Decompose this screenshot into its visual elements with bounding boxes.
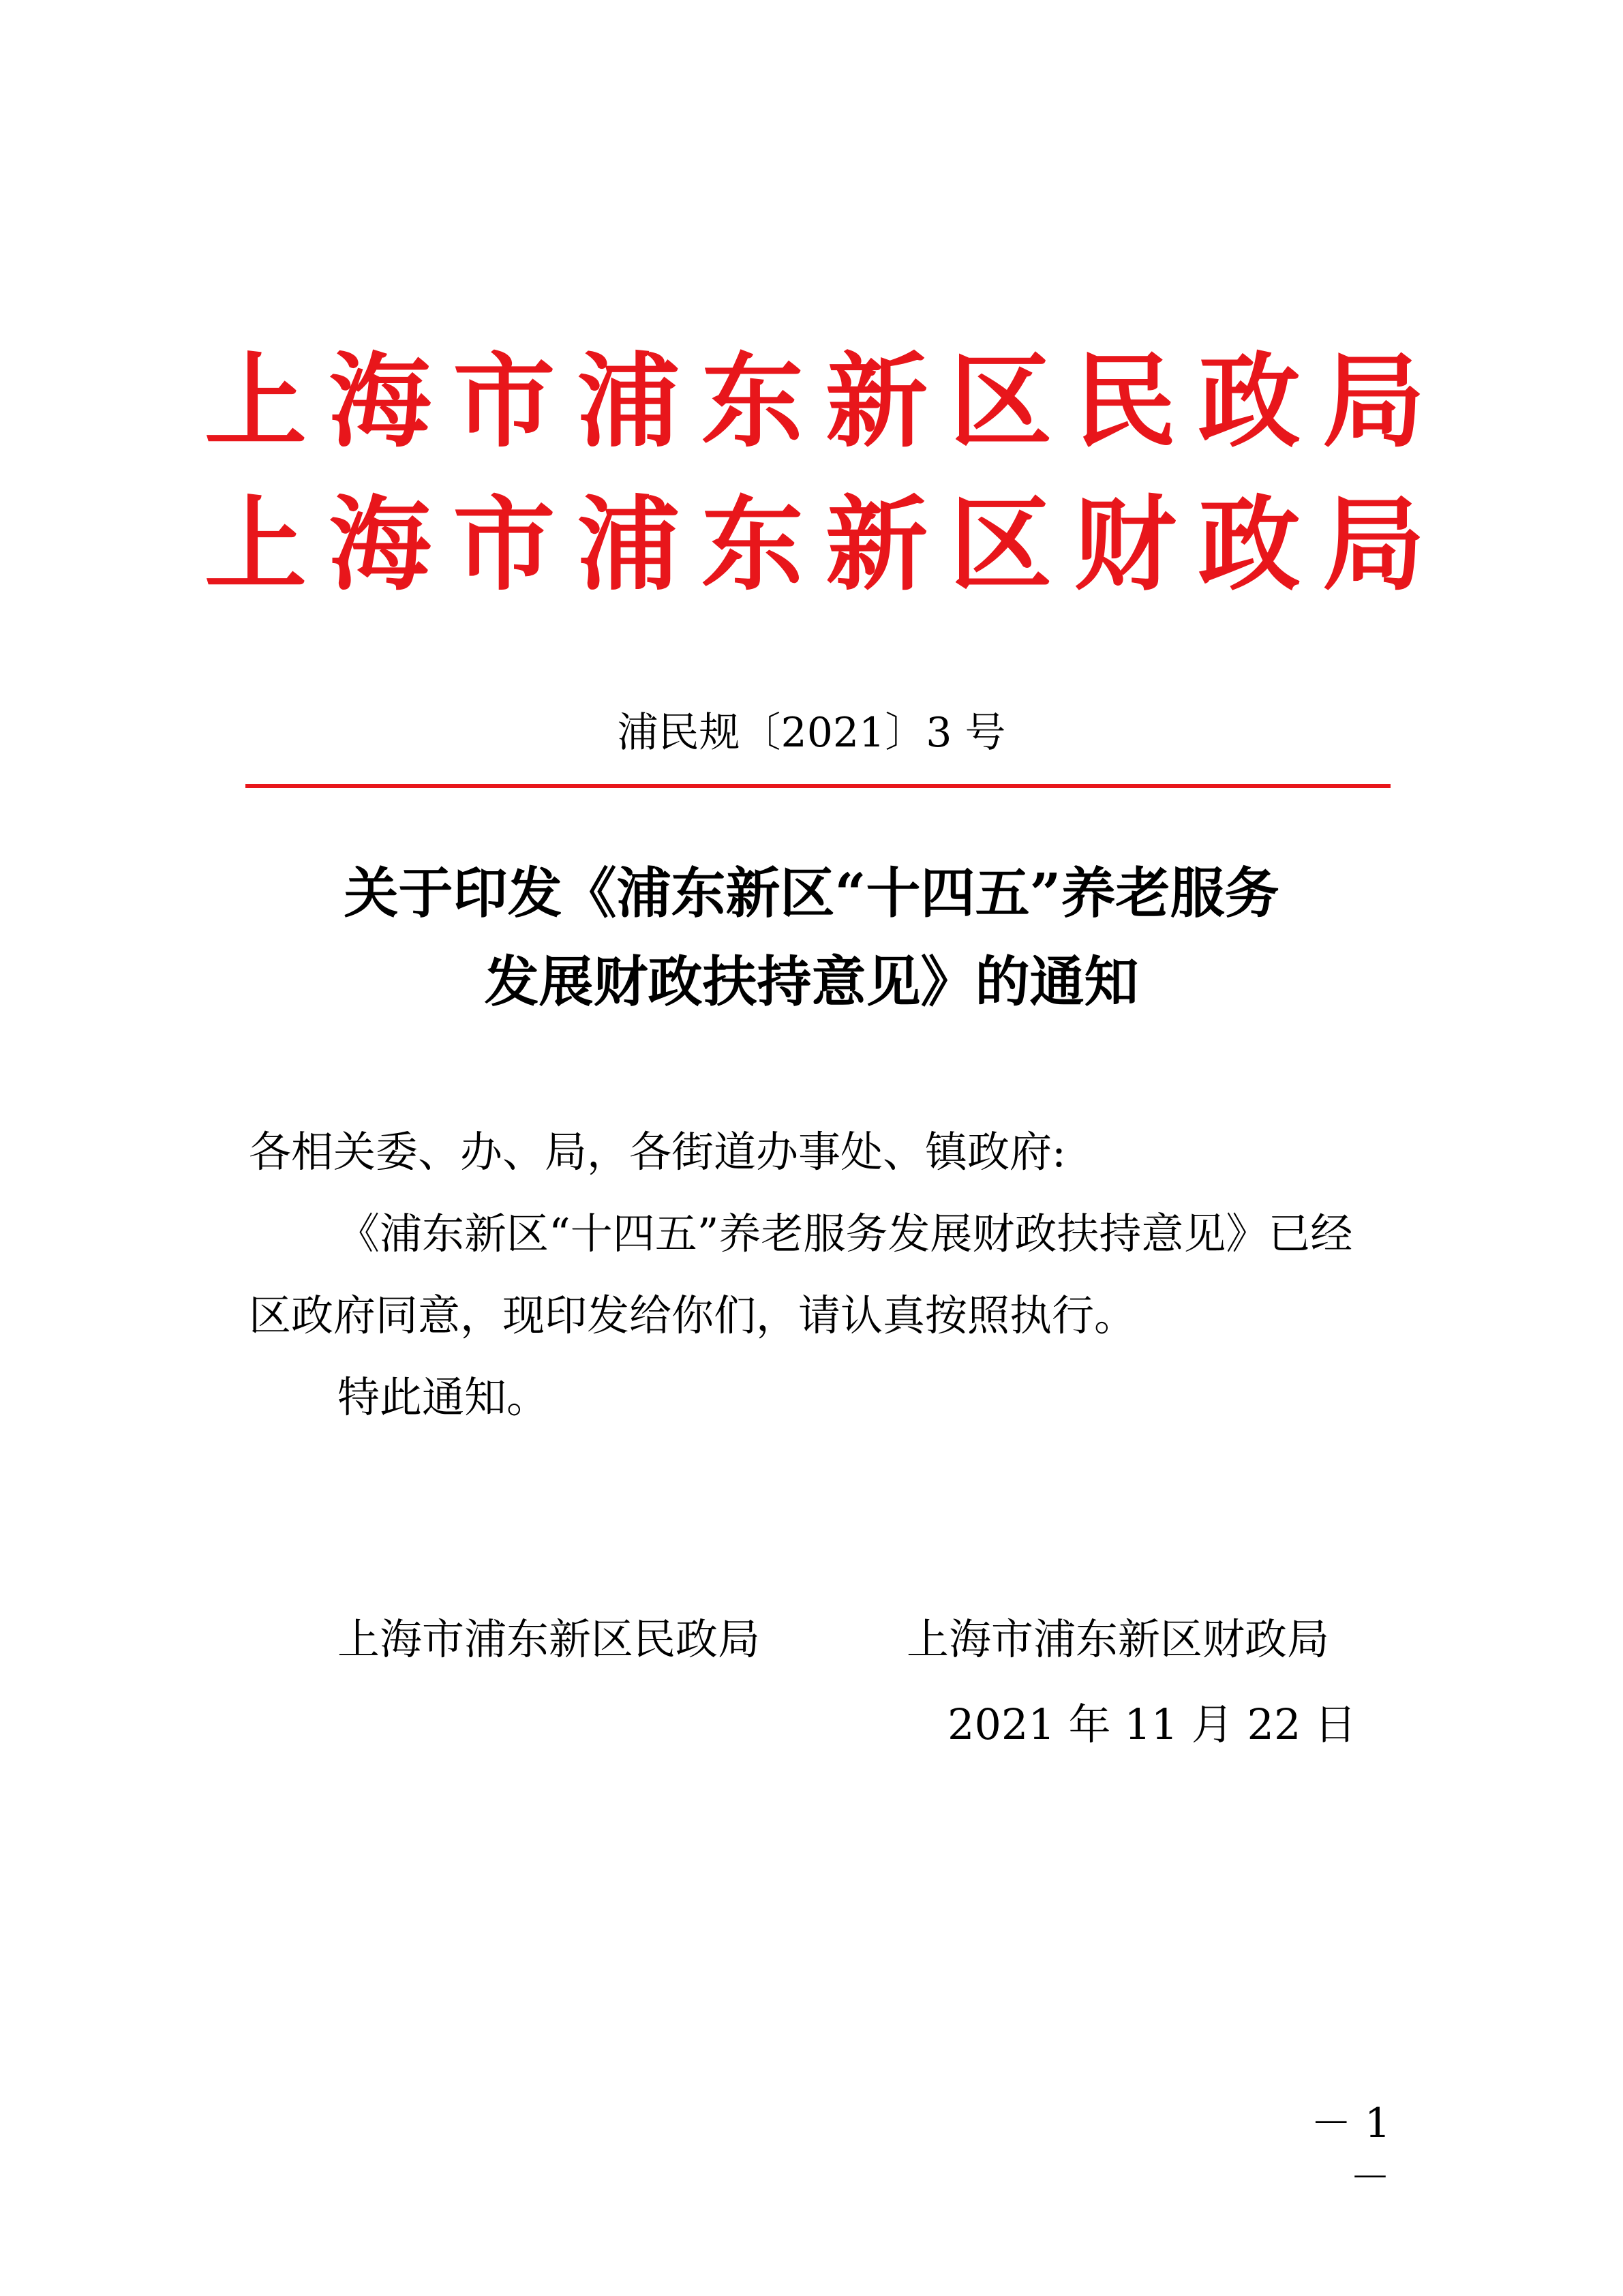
signatory-finance: 上海市浦东新区财政局 bbox=[907, 1614, 1330, 1664]
page-number: － 1 － bbox=[1310, 2100, 1391, 2202]
header-char: 政 bbox=[1198, 486, 1301, 605]
document-number: 浦民规〔2021〕3 号 bbox=[617, 709, 1006, 757]
header-char: 东 bbox=[701, 486, 804, 605]
red-separator-line bbox=[245, 784, 1391, 788]
body-paragraph-line-1: 《浦东新区“十四五”养老服务发展财政扶持意见》已经 bbox=[337, 1209, 1353, 1258]
body-paragraph-line-2: 区政府同意，现印发给你们，请认真按照执行。 bbox=[249, 1290, 1137, 1340]
header-char: 民 bbox=[1074, 343, 1177, 462]
issuer-header-finance bbox=[204, 470, 1425, 620]
header-char: 海 bbox=[329, 486, 431, 605]
header-char: 局 bbox=[1322, 486, 1425, 605]
document-title-line-1: 关于印发《浦东新区“十四五”养老服务 bbox=[344, 861, 1279, 925]
header-char: 新 bbox=[825, 343, 928, 462]
header-char: 区 bbox=[950, 343, 1052, 462]
header-char: 市 bbox=[453, 486, 556, 605]
header-char: 新 bbox=[825, 486, 928, 605]
header-char: 财 bbox=[1074, 486, 1177, 605]
header-char: 东 bbox=[701, 343, 804, 462]
header-char: 上 bbox=[204, 343, 307, 462]
header-char: 市 bbox=[453, 343, 556, 462]
header-char: 局 bbox=[1322, 343, 1425, 462]
salutation: 各相关委、办、局，各街道办事处、镇政府: bbox=[249, 1127, 1066, 1177]
header-char: 浦 bbox=[577, 343, 680, 462]
document-title-line-2: 发展财政扶持意见》的通知 bbox=[484, 950, 1139, 1014]
header-char: 海 bbox=[329, 343, 431, 462]
issue-date: 2021 年 11 月 22 日 bbox=[947, 1700, 1357, 1749]
header-char: 区 bbox=[950, 486, 1052, 605]
issuer-header-civil-affairs bbox=[204, 327, 1425, 477]
header-char: 上 bbox=[204, 486, 307, 605]
header-char: 浦 bbox=[577, 486, 680, 605]
closing-phrase: 特此通知。 bbox=[337, 1372, 549, 1422]
signatory-civil-affairs: 上海市浦东新区民政局 bbox=[337, 1614, 761, 1664]
header-char: 政 bbox=[1198, 343, 1301, 462]
